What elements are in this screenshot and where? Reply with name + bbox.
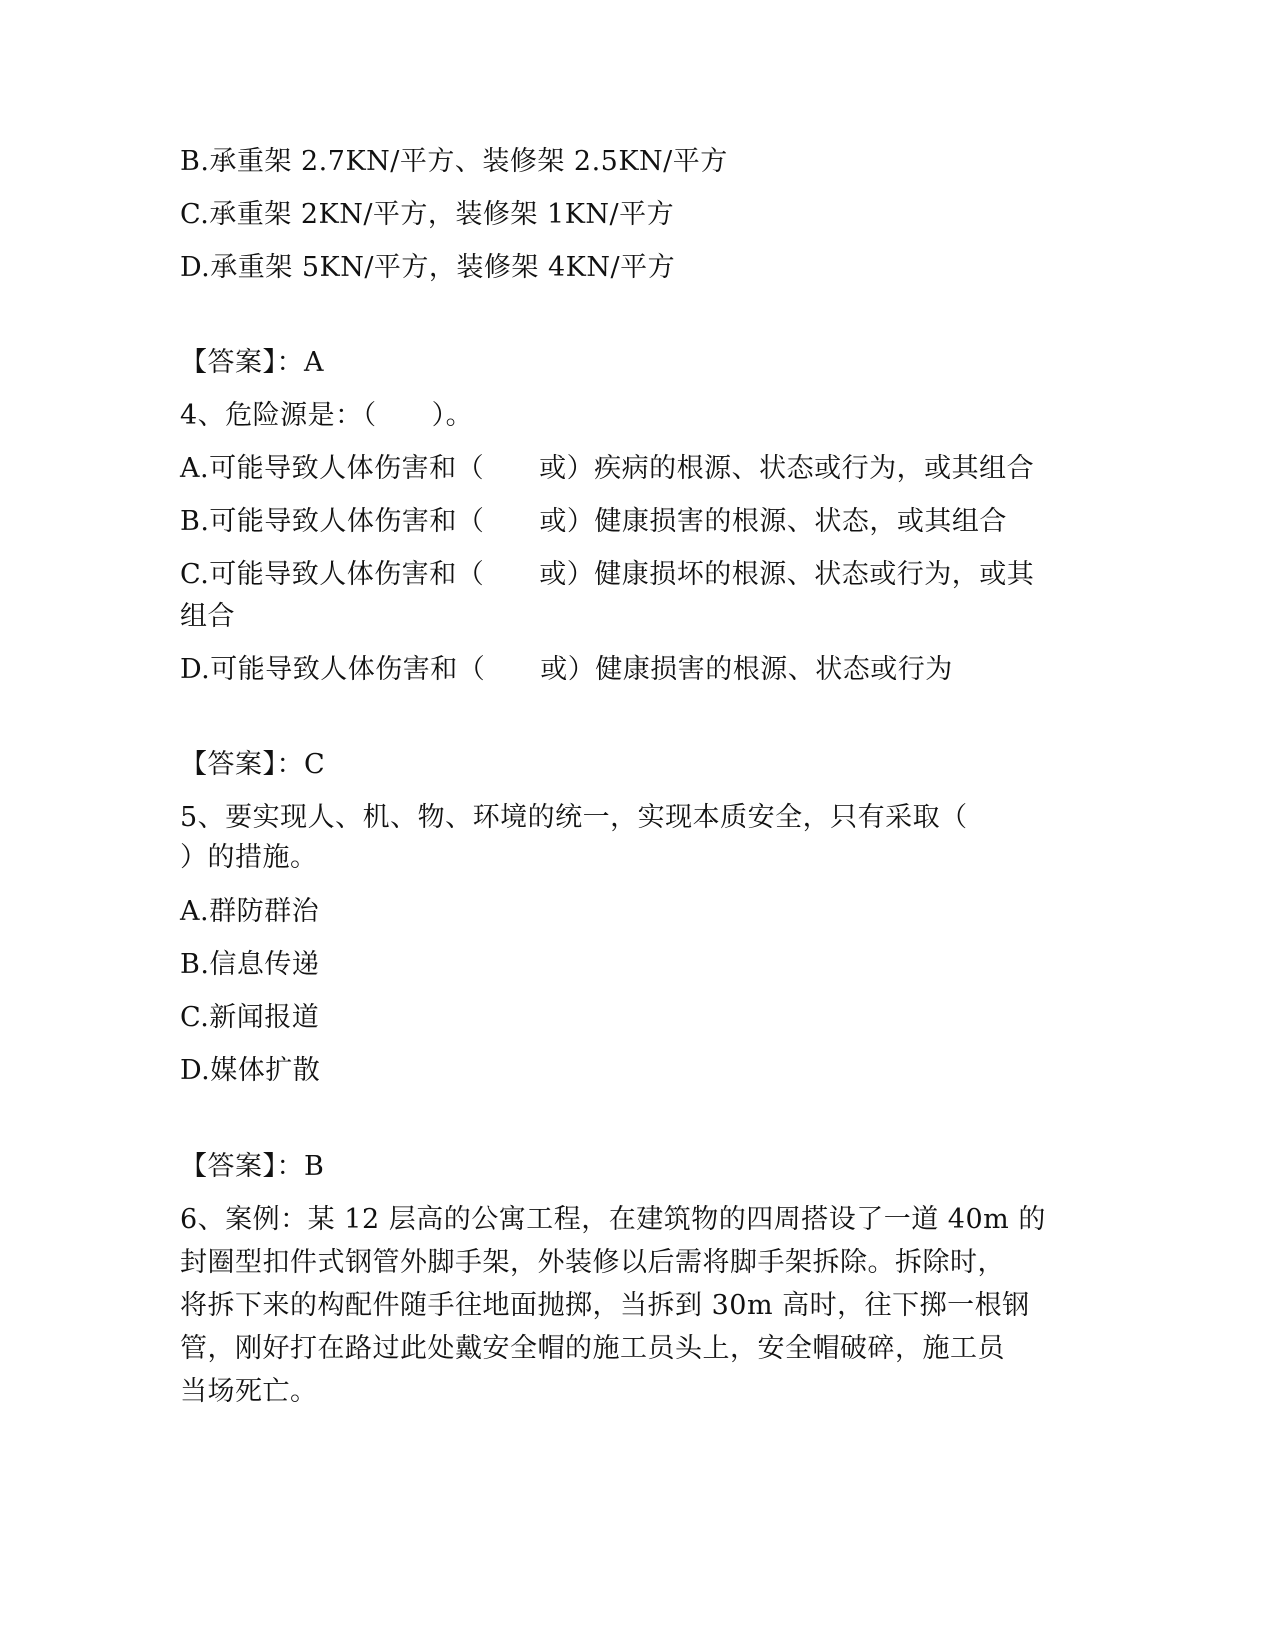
q3-answer: 【答案】：A xyxy=(180,347,324,378)
q5-stem-line1: 5、要实现人、机、物、环境的统一，实现本质安全，只有采取（ xyxy=(180,802,968,833)
q6-line4: 管，刚好打在路过此处戴安全帽的施工员头上，安全帽破碎，施工员 xyxy=(180,1333,1005,1364)
q5-answer: 【答案】：B xyxy=(180,1151,325,1182)
q3-option-b: B.承重架 2.7KN/平方、装修架 2.5KN/平方 xyxy=(180,146,728,177)
q6-line1: 6、案例：某 12 层高的公寓工程，在建筑物的四周搭设了一道 40m 的 xyxy=(180,1204,1046,1235)
q6-line3: 将拆下来的构配件随手往地面抛掷，当拆到 30m 高时，往下掷一根钢 xyxy=(180,1290,1030,1321)
q5-stem-line2: ）的措施。 xyxy=(180,842,318,873)
q4-option-c-line1: C.可能导致人体伤害和（ 或）健康损坏的根源、状态或行为，或其 xyxy=(180,559,1035,590)
q4-answer: 【答案】：C xyxy=(180,749,326,780)
q4-option-c-line2: 组合 xyxy=(180,601,235,632)
q3-option-c: C.承重架 2KN/平方，装修架 1KN/平方 xyxy=(180,199,675,230)
q6-line2: 封圈型扣件式钢管外脚手架，外装修以后需将脚手架拆除。拆除时， xyxy=(180,1247,1005,1278)
q5-option-d: D.媒体扩散 xyxy=(180,1055,321,1086)
q4-stem: 4、危险源是：（ ）。 xyxy=(180,400,474,431)
q6-line5: 当场死亡。 xyxy=(180,1376,318,1407)
q4-option-a: A.可能导致人体伤害和（ 或）疾病的根源、状态或行为，或其组合 xyxy=(180,453,1035,484)
q3-option-d: D.承重架 5KN/平方，装修架 4KN/平方 xyxy=(180,252,676,283)
q4-option-d: D.可能导致人体伤害和（ 或）健康损害的根源、状态或行为 xyxy=(180,654,953,685)
q5-option-a: A.群防群治 xyxy=(180,896,320,927)
q5-option-c: C.新闻报道 xyxy=(180,1002,320,1033)
q4-option-b: B.可能导致人体伤害和（ 或）健康损害的根源、状态，或其组合 xyxy=(180,506,1007,537)
q5-option-b: B.信息传递 xyxy=(180,949,320,980)
